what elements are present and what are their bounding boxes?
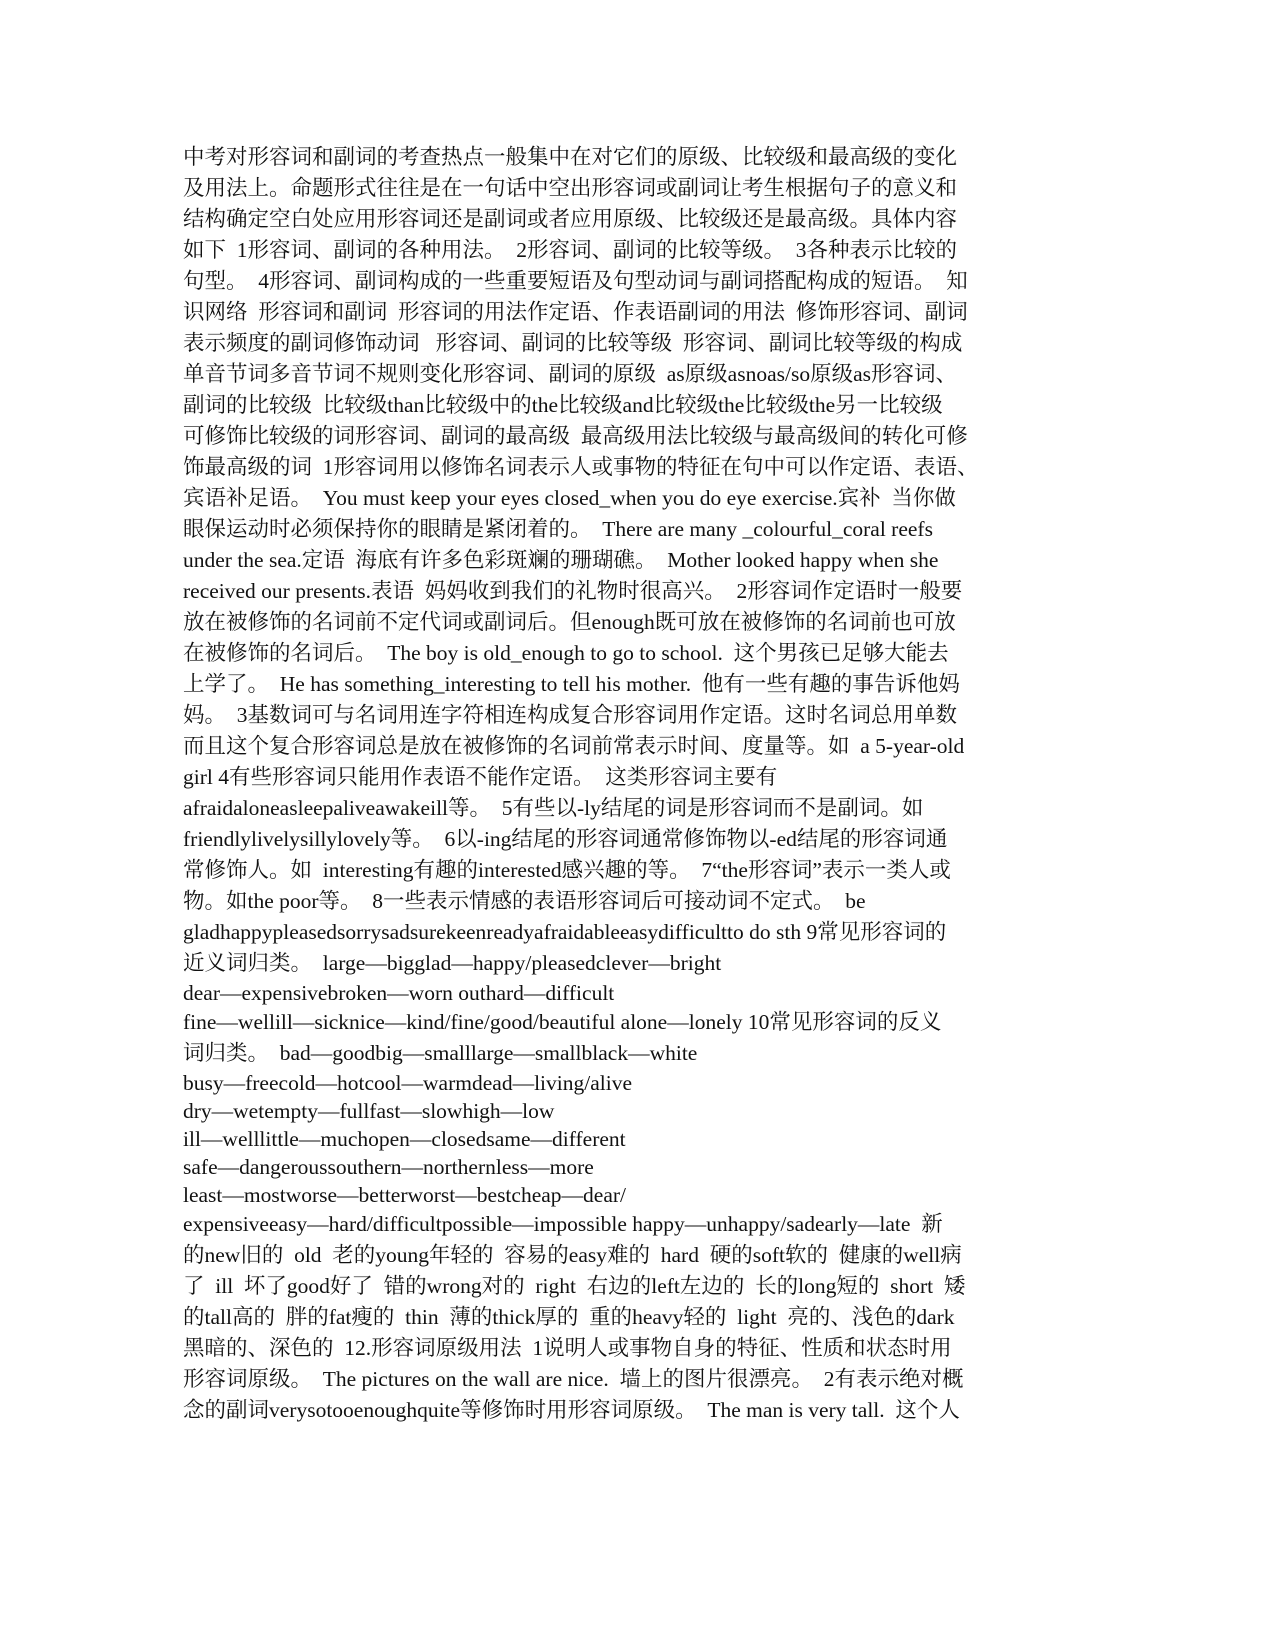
text-line: 句型。 4形容词、副词构成的一些重要短语及句型动词与副词搭配构成的短语。 知 <box>183 269 968 293</box>
text-line: girl 4有些形容词只能用作表语不能作定语。 这类形容词主要有 <box>183 765 778 789</box>
text-line: least—mostworse—betterworst—bestcheap—dear/ <box>183 1183 627 1207</box>
text-line: 中考对形容词和副词的考查热点一般集中在对它们的原级、比较级和最高级的变化 <box>183 145 958 169</box>
text-line: 的tall高的 胖的fat瘦的 thin 薄的thick厚的 重的heavy轻的 light 亮的、浅色的dark <box>183 1305 955 1329</box>
text-line: 物。如the poor等。 8一些表示情感的表语形容词后可接动词不定式。 be <box>183 889 866 913</box>
text-line: 如下 1形容词、副词的各种用法。 2形容词、副词的比较等级。 3各种表示比较的 <box>183 238 958 262</box>
body-text <box>183 142 1063 1426</box>
text-line: 形容词原级。 The pictures on the wall are nice. 墙上的图片很漂亮。 2有表示绝对概 <box>183 1367 964 1391</box>
text-line: 可修饰比较级的词形容词、副词的最高级 最高级用法比较级与最高级间的转化可修 <box>183 424 968 448</box>
text-line: 念的副词verysotooenoughquite等修饰时用形容词原级。 The man is very tall. 这个人 <box>183 1398 960 1422</box>
text-line: afraidaloneasleepaliveawakeill等。 5有些以-ly结尾的词是形容词而不是副词。如 <box>183 796 924 820</box>
text-line: busy—freecold—hotcool—warmdead—living/alive <box>183 1071 632 1095</box>
text-line: 单音节词多音节词不规则变化形容词、副词的原级 as原级asnoas/so原级as形容词、 <box>183 362 957 386</box>
text-line: dear—expensivebroken—worn outhard—difficult <box>183 981 615 1005</box>
text-line: 副词的比较级 比较级than比较级中的the比较级and比较级the比较级the另一比较级 <box>183 393 943 417</box>
text-line: 近义词归类。 large—bigglad—happy/pleasedclever—bright <box>183 951 722 975</box>
text-line: 饰最高级的词 1形容词用以修饰名词表示人或事物的特征在句中可以作定语、表语、 <box>183 455 979 479</box>
text-line: 黑暗的、深色的 12.形容词原级用法 1说明人或事物自身的特征、性质和状态时用 <box>183 1336 952 1360</box>
text-line: 宾语补足语。 You must keep your eyes closed_when you do eye exercise.宾补 当你做 <box>183 486 956 510</box>
text-line: ill—welllittle—muchopen—closedsame—different <box>183 1127 626 1151</box>
text-line: 识网络 形容词和副词 形容词的用法作定语、作表语副词的用法 修饰形容词、副词 <box>183 300 968 324</box>
text-line: 及用法上。命题形式往往是在一句话中空出形容词或副词让考生根据句子的意义和 <box>183 176 958 200</box>
text-line: 了 ill 坏了good好了 错的wrong对的 right 右边的left左边的 长的long短的 short 矮 <box>183 1274 966 1298</box>
text-line: received our presents.表语 妈妈收到我们的礼物时很高兴。 2形容词作定语时一般要 <box>183 579 963 603</box>
text-line: 上学了。 He has something_interesting to tell his mother. 他有一些有趣的事告诉他妈 <box>183 672 960 696</box>
text-line: 结构确定空白处应用形容词还是副词或者应用原级、比较级还是最高级。具体内容 <box>183 207 958 231</box>
text-line: safe—dangeroussouthern—northernless—more <box>183 1155 594 1179</box>
text-line: 常修饰人。如 interesting有趣的interested感兴趣的等。 7“the形容词”表示一类人或 <box>183 858 951 882</box>
text-line: 词归类。 bad—goodbig—smalllarge—smallblack—white <box>183 1041 698 1065</box>
text-line: friendlylivelysillylovely等。 6以-ing结尾的形容词通常修饰物以-ed结尾的形容词通 <box>183 827 948 851</box>
text-line: 妈。 3基数词可与名词用连字符相连构成复合形容词用作定语。这时名词总用单数 <box>183 703 958 727</box>
text-line: 的new旧的 old 老的young年轻的 容易的easy难的 hard 硬的soft软的 健康的well病 <box>183 1243 962 1267</box>
text-line: dry—wetempty—fullfast—slowhigh—low <box>183 1099 555 1123</box>
text-line: gladhappypleasedsorrysadsurekeenreadyafraidableeasydifficultto do sth 9常见形容词的 <box>183 920 947 944</box>
text-line: 眼保运动时必须保持你的眼睛是紧闭着的。 There are many _colourful_coral reefs <box>183 517 933 541</box>
text-line: expensiveeasy—hard/difficultpossible—impossible happy—unhappy/sadearly—late 新 <box>183 1212 943 1236</box>
text-line: 放在被修饰的名词前不定代词或副词后。但enough既可放在被修饰的名词前也可放 <box>183 610 956 634</box>
text-line: 而且这个复合形容词总是放在被修饰的名词前常表示时间、度量等。如 a 5-year-old <box>183 734 965 758</box>
text-line: 在被修饰的名词后。 The boy is old_enough to go to school. 这个男孩已足够大能去 <box>183 641 949 665</box>
text-line: 表示频度的副词修饰动词 形容词、副词的比较等级 形容词、副词比较等级的构成 <box>183 331 963 355</box>
text-line: fine—wellill—sicknice—kind/fine/good/beautiful alone—lonely 10常见形容词的反义 <box>183 1010 942 1034</box>
text-line: under the sea.定语 海底有许多色彩斑斓的珊瑚礁。 Mother looked happy when she <box>183 548 939 572</box>
